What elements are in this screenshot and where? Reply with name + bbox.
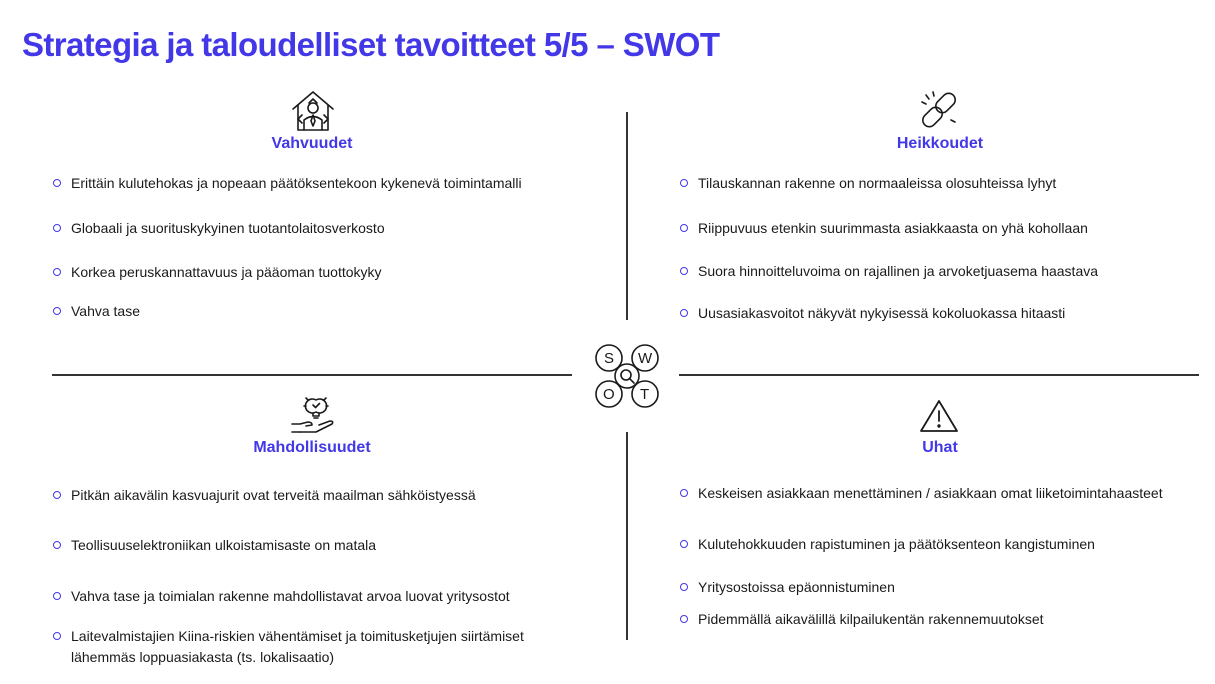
- list-item: Kulutehokkuuden rapistuminen ja päätöksenteon kangistuminen: [680, 534, 1095, 555]
- list-item: Riippuvuus etenkin suurimmasta asiakkaasta on yhä kohollaan: [680, 218, 1088, 239]
- list-item: Erittäin kulutehokas ja nopeaan päätöksentekoon kykenevä toimintamalli: [53, 173, 522, 194]
- list-item: Suora hinnoitteluvoima on rajallinen ja arvoketjuasema haastava: [680, 261, 1098, 282]
- swot-letter-o: O: [603, 386, 615, 403]
- threats-list: [680, 0, 1210, 684]
- list-item: Vahva tase: [53, 301, 140, 322]
- list-item: Tilauskannan rakenne on normaaleissa olosuhteissa lyhyt: [680, 173, 1056, 194]
- swot-letter-w: W: [638, 350, 653, 367]
- threats-title: Uhat: [922, 439, 958, 456]
- weaknesses-title: Heikkoudet: [896, 135, 984, 152]
- list-item: Globaali ja suorituskykyinen tuotantolaitosverkosto: [53, 218, 385, 239]
- vertical-divider-bottom: [626, 432, 628, 640]
- bullet-icon: [680, 615, 688, 623]
- list-item: Keskeisen asiakkaan menettäminen / asiakkaan omat liiketoimintahaasteet: [680, 483, 1163, 504]
- vertical-divider-top: [626, 112, 628, 320]
- bullet-icon: [53, 491, 61, 499]
- list-item: Yritysostoissa epäonnistuminen: [680, 577, 895, 598]
- bullet-icon: [53, 592, 61, 600]
- list-item: Teollisuuselektroniikan ulkoistamisaste on matala: [53, 535, 376, 556]
- list-item: Pitkän aikavälin kasvuajurit ovat terveitä maailman sähköistyessä: [53, 485, 476, 506]
- bullet-icon: [680, 540, 688, 548]
- list-item: Korkea peruskannattavuus ja pääoman tuottokyky: [53, 262, 382, 283]
- list-item: Uusasiakasvoitot näkyvät nykyisessä kokoluokassa hitaasti: [680, 303, 1065, 324]
- list-item: Vahva tase ja toimialan rakenne mahdollistavat arvoa luovat yritysostot: [53, 586, 510, 607]
- swot-letter-t: T: [640, 386, 650, 403]
- swot-letter-s: S: [604, 350, 615, 367]
- bullet-icon: [53, 632, 61, 640]
- bullet-icon: [53, 541, 61, 549]
- page-title: Strategia ja taloudelliset tavoitteet 5/5 – SWOT: [22, 26, 720, 63]
- opportunities-title: Mahdollisuudet: [253, 439, 371, 456]
- bullet-icon: [680, 489, 688, 497]
- bullet-icon: [680, 583, 688, 591]
- list-item: Pidemmällä aikavälillä kilpailukentän rakennemuutokset: [680, 609, 1044, 630]
- opportunities-list: [53, 0, 613, 684]
- strengths-title: Vahvuudet: [271, 135, 353, 152]
- list-item-continuation: lähemmäs loppuasiakasta (ts. lokalisaatio): [71, 649, 335, 665]
- list-item: Laitevalmistajien Kiina-riskien vähentämiset ja toimitusketjujen siirtämiset: [53, 626, 524, 647]
